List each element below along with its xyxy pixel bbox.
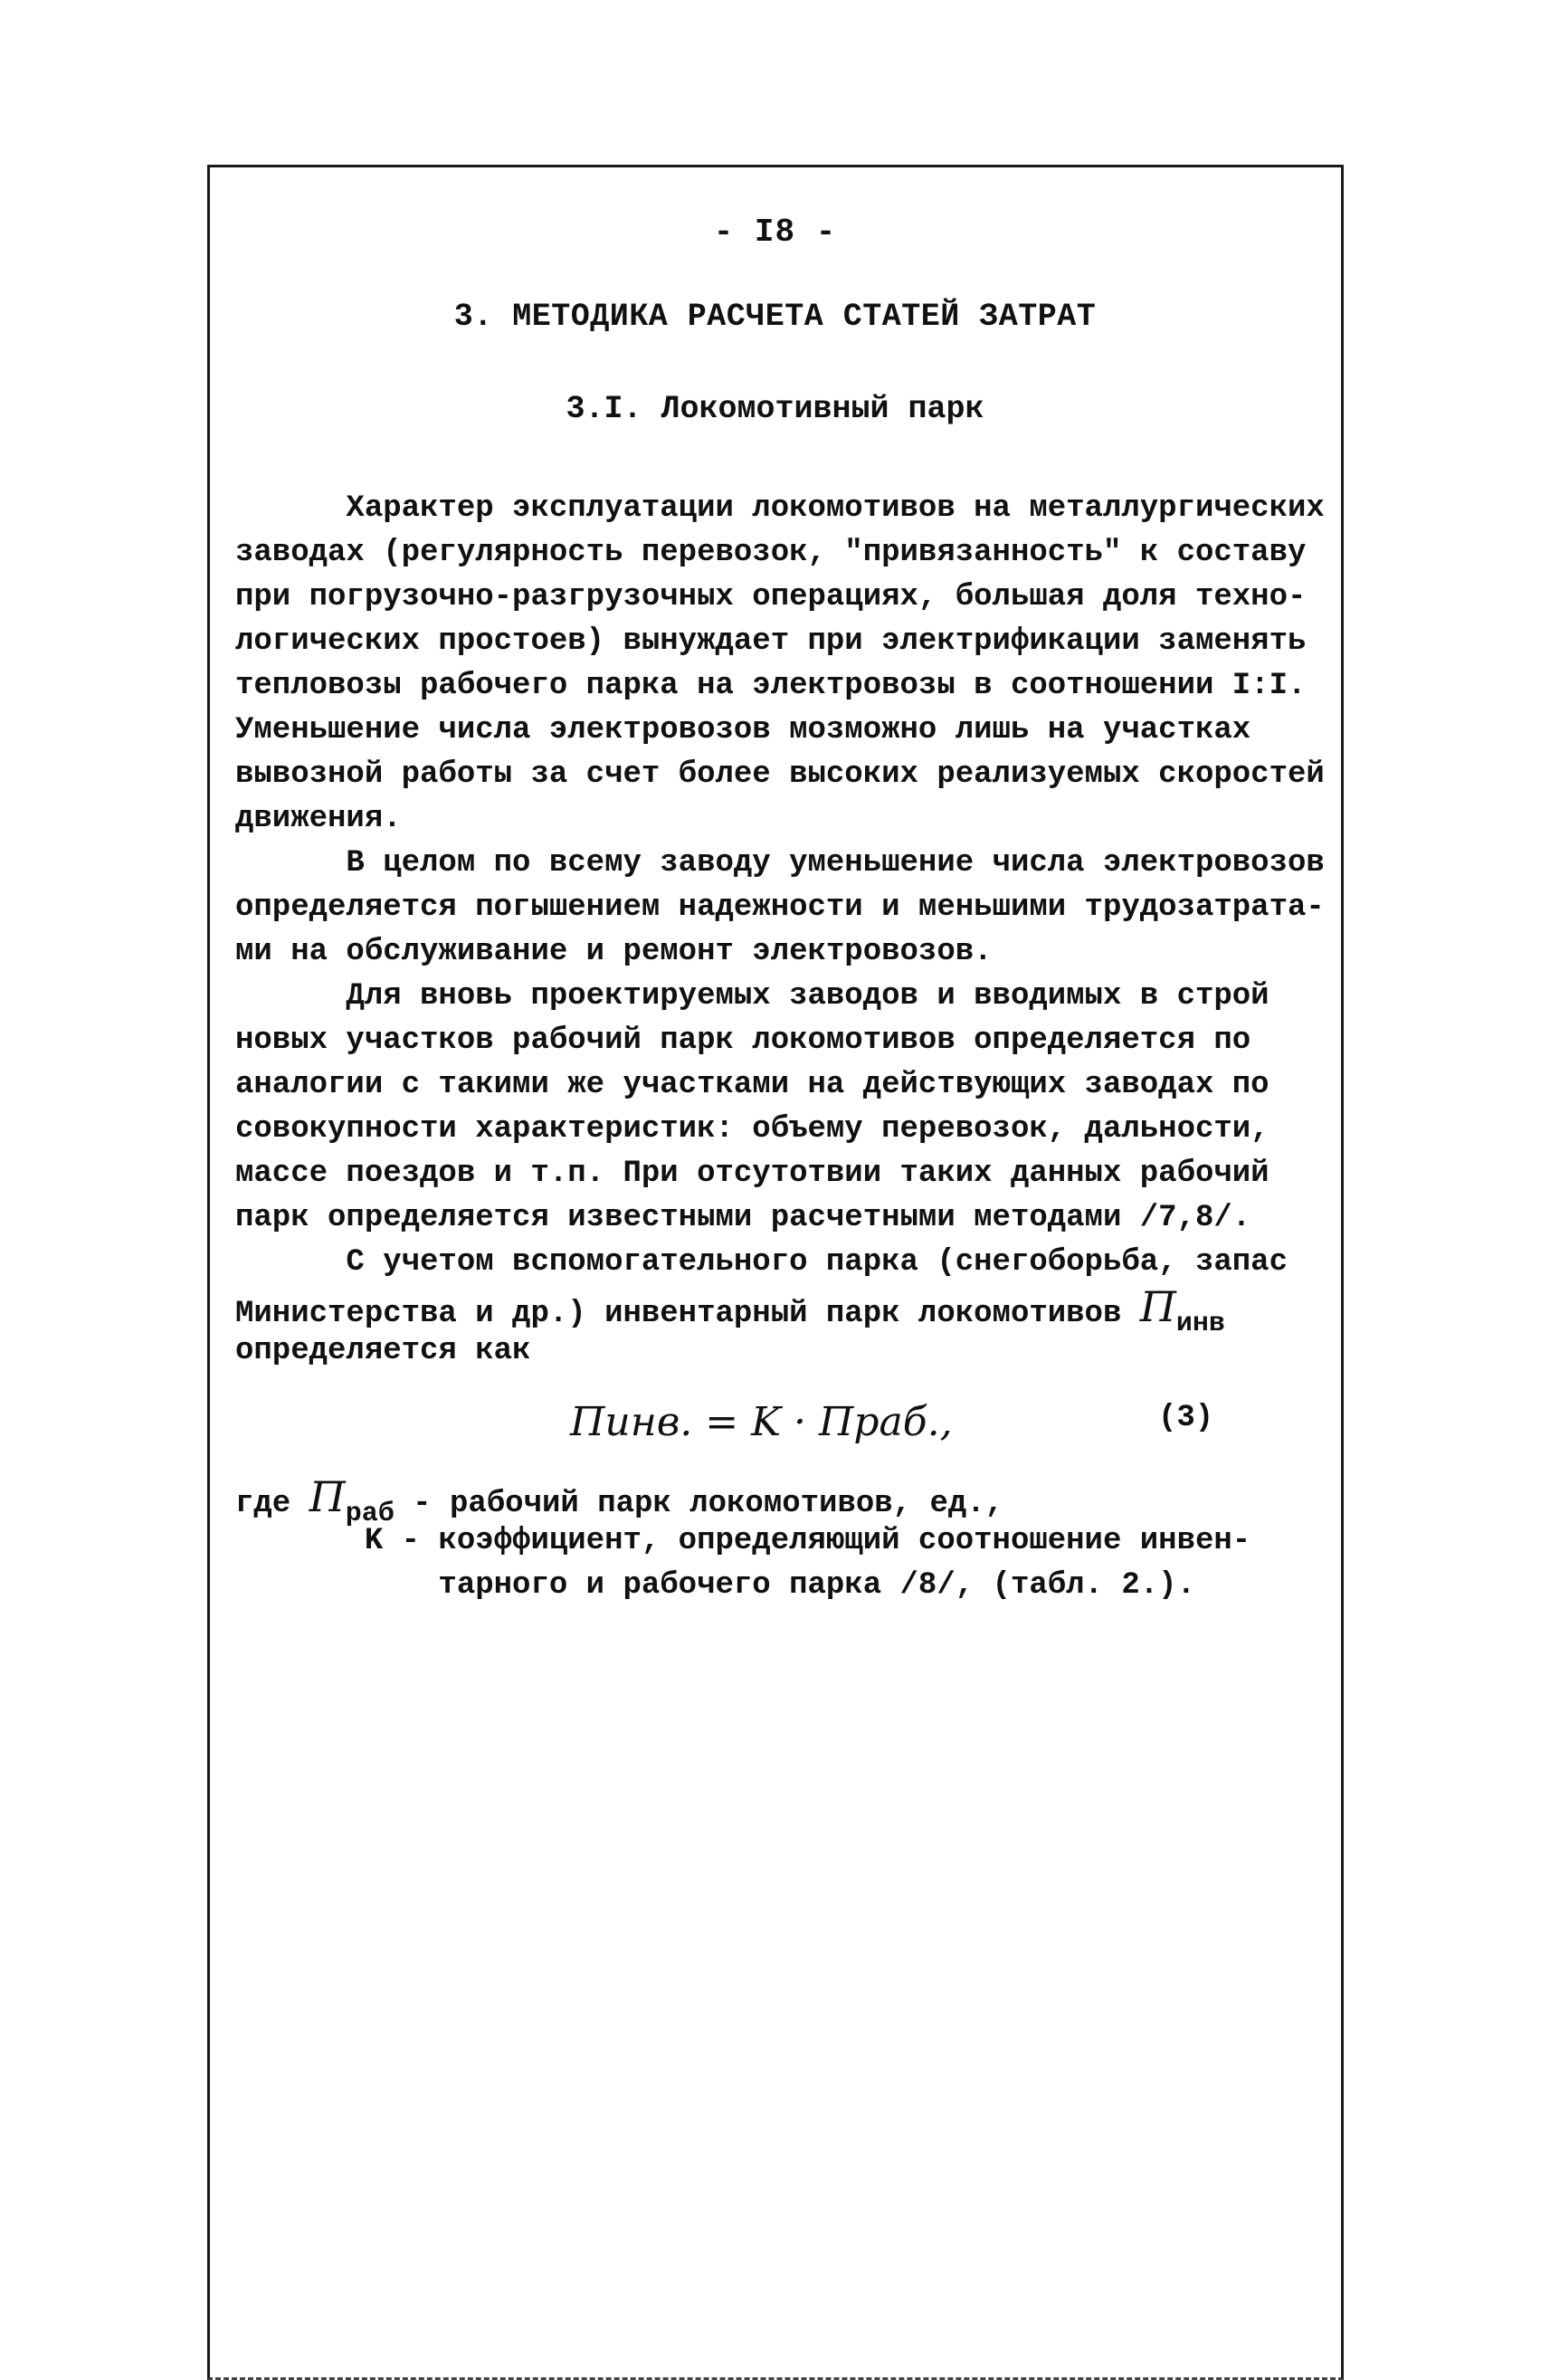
text-line: вывозной работы за счет более высоких реализуемых скоростей xyxy=(235,757,1325,792)
text-line: Характер эксплуатации локомотивов на металлургических xyxy=(235,491,1325,526)
text-line: заводах (регулярность перевозок, "привязанность" к составу xyxy=(235,536,1307,570)
text-line: Для вновь проектируемых заводов и вводимых в строй xyxy=(235,979,1269,1014)
paragraph-4 xyxy=(235,1241,1321,1374)
text-line: логических простоев) вынуждает при электрификации заменять xyxy=(235,624,1307,659)
text-line: С учетом вспомогательного парка (снегоборьба, запас xyxy=(235,1245,1288,1280)
symbol-subscript: раб xyxy=(345,1499,395,1529)
legend-lead: где xyxy=(235,1487,309,1521)
text-line: В целом по всему заводу уменьшение числа электровозов xyxy=(235,846,1325,881)
text-line: аналогии с такими же участками на действующих заводах по xyxy=(235,1068,1269,1102)
paragraph-2 xyxy=(235,842,1325,975)
text-line xyxy=(235,1282,1321,1339)
formula-number: (3) xyxy=(1158,1401,1214,1435)
text-line: определяется как xyxy=(235,1334,531,1368)
text-line: движения. xyxy=(235,802,402,836)
legend-line: K - коэффициент, определяющий соотношение инвен- xyxy=(235,1524,1251,1558)
formula: Пинв. = K · Праб., xyxy=(570,1399,953,1445)
text-line: определяется погышением надежности и меньшими трудозатрата- xyxy=(235,890,1325,925)
text-line: ми на обслуживание и ремонт электровозов. xyxy=(235,935,993,969)
page-number: - I8 - xyxy=(713,214,837,251)
paragraph-3 xyxy=(235,975,1321,1241)
legend-block xyxy=(235,1472,1251,1608)
symbol-subscript: инв xyxy=(1175,1309,1225,1339)
subsection-title: 3.I. Локомотивный парк xyxy=(566,391,984,427)
section-title: 3. МЕТОДИКА РАСЧЕТА СТАТЕЙ ЗАТРАТ xyxy=(453,299,1097,335)
text-line: парк определяется известными расчетными методами /7,8/. xyxy=(235,1201,1251,1235)
symbol-letter: П xyxy=(1139,1282,1176,1331)
text-line: новых участков рабочий парк локомотивов определяется по xyxy=(235,1023,1251,1058)
body-text xyxy=(235,487,1325,1374)
text-line: Уменьшение числа электровозов мозможно лишь на участках xyxy=(235,713,1251,747)
paragraph-1 xyxy=(235,487,1325,842)
symbol-letter: П xyxy=(309,1472,346,1521)
legend-text: - рабочий парк локомотивов, ед., xyxy=(394,1487,1004,1521)
text-line: массе поездов и т.п. При отсутотвии таких данных рабочий xyxy=(235,1157,1269,1191)
text-segment: Министерства и др.) инвентарный парк локомотивов xyxy=(235,1297,1140,1331)
text-line: при погрузочно-разгрузочных операциях, большая доля техно- xyxy=(235,580,1307,614)
legend-line xyxy=(235,1472,1250,1529)
legend-line: тарного и рабочего парка /8/, (табл. 2.). xyxy=(235,1568,1195,1603)
text-line: тепловозы рабочего парка на электровозы в соотношении I:I. xyxy=(235,669,1307,703)
text-line: совокупности характеристик: объему перевозок, дальности, xyxy=(235,1112,1269,1147)
